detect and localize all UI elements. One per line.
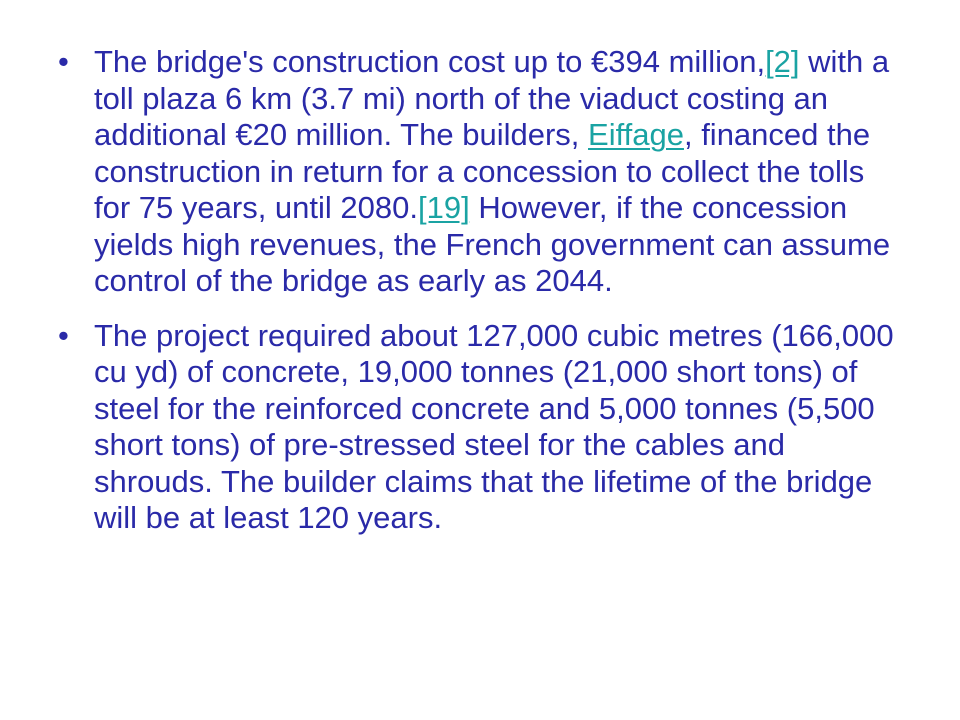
citation-link-2[interactable]: [2]: [765, 44, 800, 79]
text-segment: The bridge's construction cost up to €394 million,: [94, 44, 766, 79]
paragraph-cost: [94, 44, 900, 300]
bullet-dot-icon: •: [58, 317, 69, 353]
bullet-item-cost: [58, 44, 900, 300]
bullet-item-materials: [58, 317, 903, 537]
bullet-list: [58, 44, 903, 537]
text-segment: with a toll plaza 6 km (3.7 mi) north of the viaduct costing an additional €20 million. The builders,: [94, 44, 898, 152]
text-segment: The project required about 127,000 cubic metres (166,000 cu yd) of concrete, 19,000 tonnes (21,000 short tons) of steel for the reinforced concrete and 5,000 tonnes (5,500 short tons) of pre-stressed steel for the cables and shrouds. The builder claims that the lifetime of the bridge will be at least 120 years.: [94, 317, 903, 535]
paragraph-materials: [94, 317, 903, 537]
text-segment: However, if the concession yields high revenues, the French government can assume control of the bridge as early as 2044.: [94, 190, 899, 298]
citation-link-19[interactable]: [19]: [417, 190, 470, 225]
bullet-dot-icon: •: [58, 44, 69, 79]
text-segment: , financed the construction in return for a concession to collect the tolls for 75 years, until 2080.: [94, 117, 879, 225]
eiffage-link[interactable]: Eiffage: [588, 117, 684, 152]
